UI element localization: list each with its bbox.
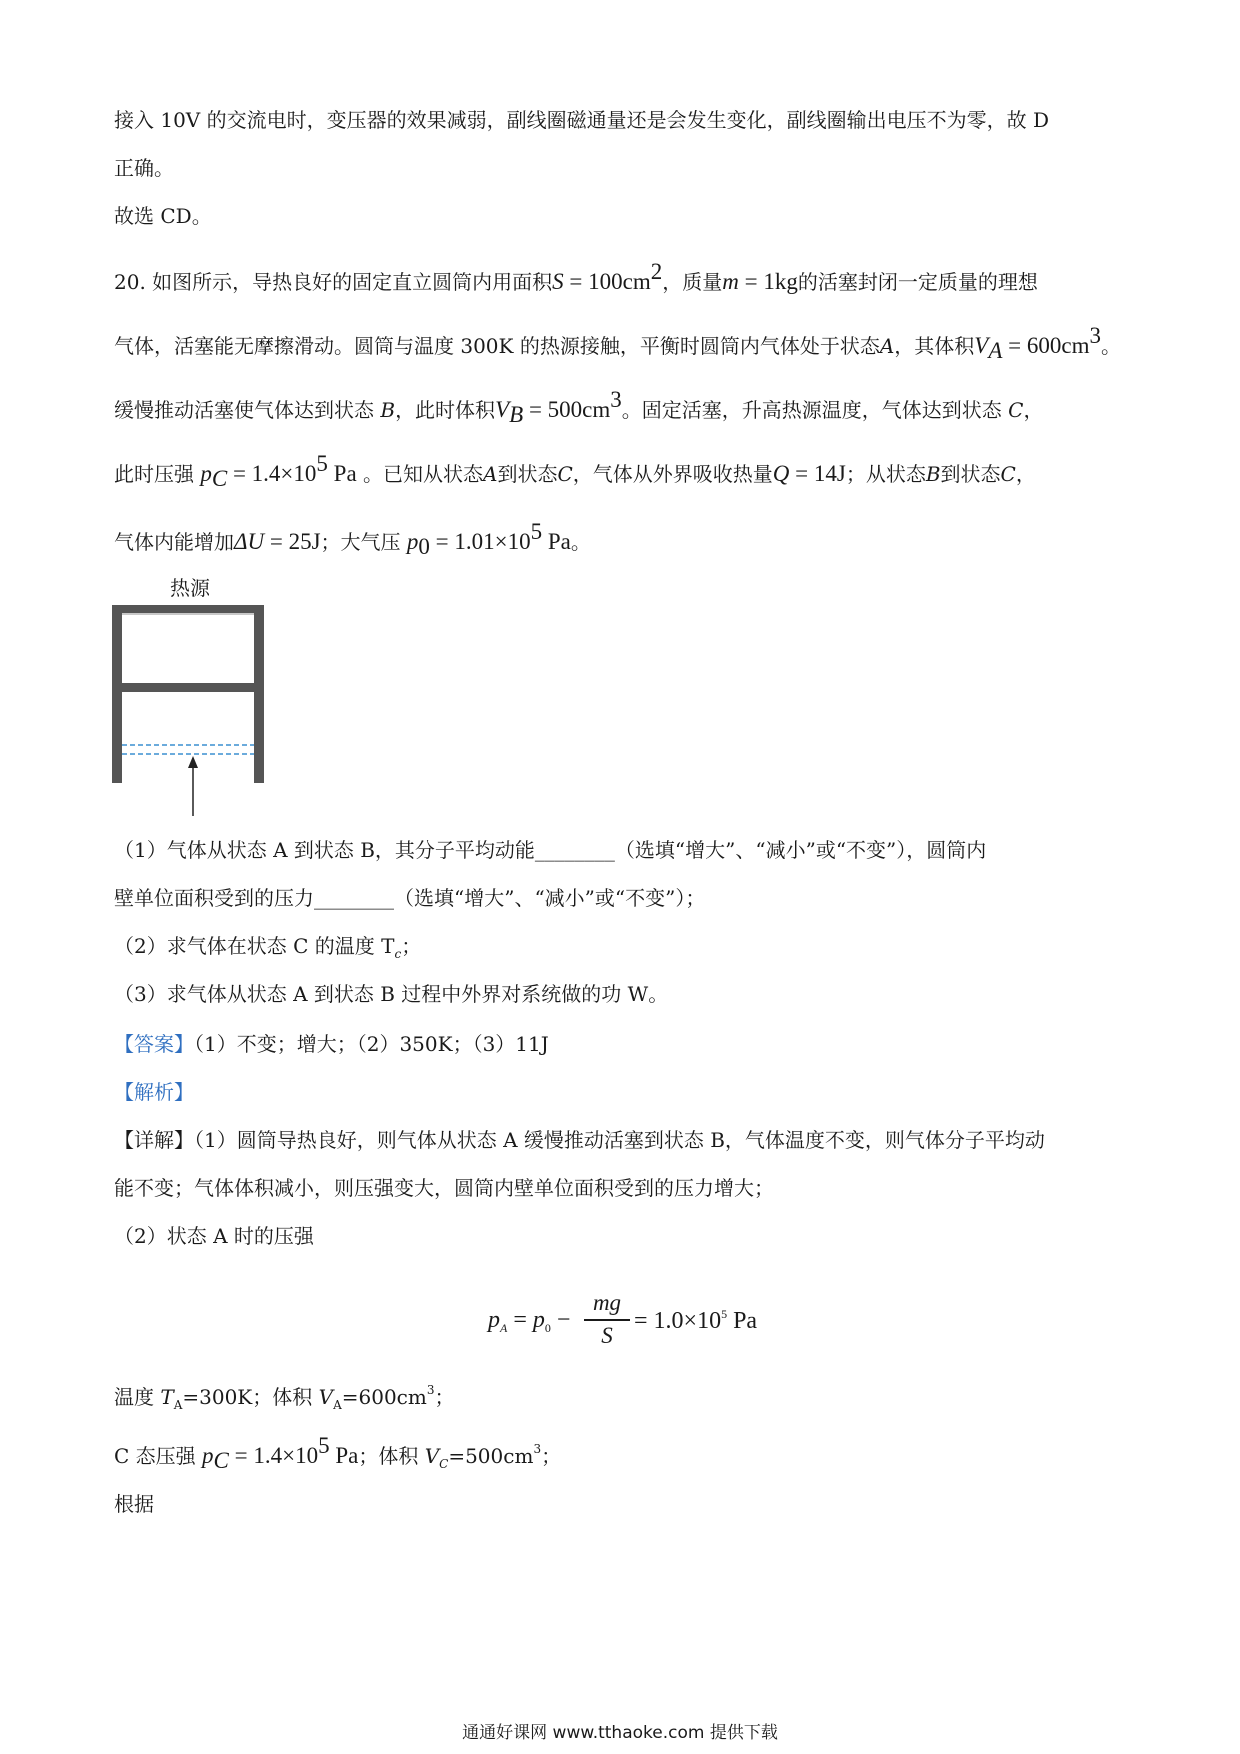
math-exp: 5 xyxy=(316,451,328,476)
math-var: B xyxy=(925,462,941,486)
math-unit: Pa xyxy=(542,529,571,554)
text: 。已知从状态 xyxy=(356,462,484,486)
text: （1）圆筒导热良好，则气体从状态 A 缓慢推动活塞到状态 B，气体温度不变，则气体分子平均动 xyxy=(194,1128,1045,1152)
heat-source-label: 热源 xyxy=(170,576,210,600)
math-sub: c xyxy=(394,947,402,961)
math-var: C xyxy=(1000,462,1016,486)
partition-plate xyxy=(122,683,254,692)
heat-source-plate xyxy=(112,605,264,613)
math-value: = 1.4×10 xyxy=(227,461,317,486)
text: =300K；体积 xyxy=(182,1385,319,1409)
math-value: = 1kg xyxy=(738,269,798,294)
cylinder-left-wall xyxy=(112,605,122,783)
math-var: A xyxy=(483,462,498,486)
question-1b: 壁单位面积受到的压力________（选填“增大”、“减小”或“不变”）； xyxy=(114,886,706,910)
question-2 xyxy=(114,932,421,968)
math-sub: C xyxy=(439,1457,449,1471)
detail-tag: 【详解】 xyxy=(114,1128,194,1152)
math-sub: B xyxy=(509,402,524,427)
math-exp: 2 xyxy=(650,259,663,284)
text: ， xyxy=(1015,462,1036,486)
math-exp: 3 xyxy=(610,387,622,412)
problem-line-5 xyxy=(114,518,591,561)
inner-edge xyxy=(122,613,254,615)
analysis-tag: 【解析】 xyxy=(114,1080,194,1104)
formula-rhs xyxy=(634,1307,757,1335)
text: ，质量 xyxy=(662,270,723,294)
text: 到状态 xyxy=(497,462,558,486)
text: 到状态 xyxy=(940,462,1001,486)
fraction xyxy=(584,1290,630,1349)
math-value: = 14J xyxy=(789,461,846,486)
page-footer: 通通好课网 www.tthaoke.com 提供下载 xyxy=(462,1723,778,1743)
after-line-1 xyxy=(114,1376,454,1419)
math-sub: 0 xyxy=(544,1321,551,1335)
problem-line-4 xyxy=(114,450,1036,493)
detail-line-3: （2）状态 A 时的压强 xyxy=(114,1224,314,1248)
math-exp: 5 xyxy=(530,519,543,544)
text: 气体，活塞能无摩擦滑动。圆筒与温度 300K 的热源接触，平衡时圆筒内气体处于状态 xyxy=(114,334,880,358)
fraction-denominator: S xyxy=(601,1322,613,1348)
math-var: p xyxy=(200,461,212,486)
math-var: p xyxy=(488,1307,500,1333)
math-value: = 1.01×10 xyxy=(429,529,531,554)
math-unit: Pa xyxy=(727,1308,758,1334)
text-line: 故选 CD。 xyxy=(114,204,212,228)
cylinder-right-wall xyxy=(254,605,264,783)
text: 的活塞封闭一定质量的理想 xyxy=(797,270,1038,294)
math-var: S xyxy=(552,269,564,294)
math-value: = 1.0×10 xyxy=(634,1308,722,1334)
math-sub: C xyxy=(213,1448,229,1473)
text: ，其体积 xyxy=(894,334,975,358)
math-var: V xyxy=(424,1444,440,1468)
math-exp: 3 xyxy=(533,1442,542,1456)
math-var: V xyxy=(974,333,989,358)
problem-line-3 xyxy=(114,386,1043,429)
math-var: T xyxy=(160,1385,174,1409)
math-exp: 5 xyxy=(318,1433,330,1458)
math-op: − xyxy=(550,1307,571,1333)
text: 此时压强 xyxy=(114,462,201,486)
text: ，此时体积 xyxy=(395,398,496,422)
cylinder-diagram xyxy=(112,570,272,820)
math-var: A xyxy=(879,334,895,358)
math-op: = xyxy=(507,1307,533,1333)
push-arrow-icon xyxy=(188,756,198,768)
math-unit: Pa xyxy=(329,1443,359,1468)
math-var: p xyxy=(406,529,419,554)
detail-line-1 xyxy=(114,1126,1045,1154)
problem-line-2 xyxy=(114,322,1121,365)
question-1a: （1）气体从状态 A 到状态 B，其分子平均动能________（选填“增大”、“减小”或“不变”），圆筒内 xyxy=(114,838,987,862)
math-var: ΔU xyxy=(234,529,265,554)
answer-line xyxy=(114,1030,549,1058)
text: ； xyxy=(541,1444,562,1468)
text: 缓慢推动活塞使气体达到状态 xyxy=(114,398,381,422)
math-sub: A xyxy=(173,1398,183,1412)
text: ； xyxy=(434,1385,455,1409)
problem-line-1 xyxy=(114,258,1038,296)
math-var: m xyxy=(722,269,739,294)
math-var: Q xyxy=(772,461,790,486)
text: 。 xyxy=(1101,334,1121,358)
text: 。固定活塞，升高热源温度，气体达到状态 xyxy=(621,398,1009,422)
text: ；从状态 xyxy=(845,462,926,486)
math-value: = 100cm xyxy=(563,269,651,294)
question-3: （3）求气体从状态 A 到状态 B 过程中外界对系统做的功 W。 xyxy=(114,982,669,1006)
math-sub: A xyxy=(988,338,1003,363)
answer-text: （1）不变；增大；（2）350K；（3）11J xyxy=(194,1032,549,1056)
math-value: = 500cm xyxy=(523,397,611,422)
after-line-3: 根据 xyxy=(114,1492,154,1516)
math-sub: 0 xyxy=(418,534,430,559)
math-var: C xyxy=(1008,398,1024,422)
math-sub: A xyxy=(333,1398,342,1412)
after-line-2 xyxy=(114,1432,561,1478)
math-exp: 3 xyxy=(1089,323,1101,348)
text: ， xyxy=(1023,398,1044,422)
text-line: 接入 10V 的交流电时，变压器的效果减弱，副线圈磁通量还是会发生变化，副线圈输出电压不为零，故 D xyxy=(114,108,1049,132)
text: 20. 如图所示，导热良好的固定直立圆筒内用面积 xyxy=(114,270,553,294)
math-value: = 600cm xyxy=(1002,333,1090,358)
analysis-line xyxy=(114,1078,194,1106)
fraction-numerator: mg xyxy=(592,1290,622,1315)
text: C 态压强 xyxy=(114,1444,203,1468)
math-exp: 5 xyxy=(721,1307,728,1321)
fraction-bar xyxy=(584,1319,630,1321)
text-line: 正确。 xyxy=(114,156,174,180)
text: =600cm xyxy=(341,1385,427,1409)
text: 气体内能增加 xyxy=(114,530,234,554)
math-var: B xyxy=(380,398,396,422)
math-sub: C xyxy=(211,466,228,491)
text: 温度 xyxy=(114,1385,161,1409)
math-exp: 3 xyxy=(426,1383,435,1397)
math-var: C xyxy=(557,462,573,486)
math-var: V xyxy=(495,397,510,422)
text: ；体积 xyxy=(358,1444,425,1468)
math-unit: Pa xyxy=(327,461,357,486)
text: ；大气压 xyxy=(320,530,407,554)
text: 。 xyxy=(570,530,591,554)
math-var: V xyxy=(318,1385,334,1409)
math-var: p xyxy=(532,1307,545,1333)
detail-line-2: 能不变；气体体积减小，则压强变大，圆筒内壁单位面积受到的压力增大； xyxy=(114,1176,774,1200)
text: ，气体从外界吸收热量 xyxy=(572,462,773,486)
math-value: = 25J xyxy=(264,529,321,554)
text: =500cm xyxy=(448,1444,534,1468)
text: ； xyxy=(401,934,422,958)
formula-lhs xyxy=(488,1307,570,1336)
math-sub: A xyxy=(500,1321,508,1335)
text: （2）求气体在状态 C 的温度 T xyxy=(114,934,395,958)
answer-tag: 【答案】 xyxy=(114,1032,194,1056)
math-value: = 1.4×10 xyxy=(228,1443,319,1468)
math-var: p xyxy=(202,1443,214,1468)
